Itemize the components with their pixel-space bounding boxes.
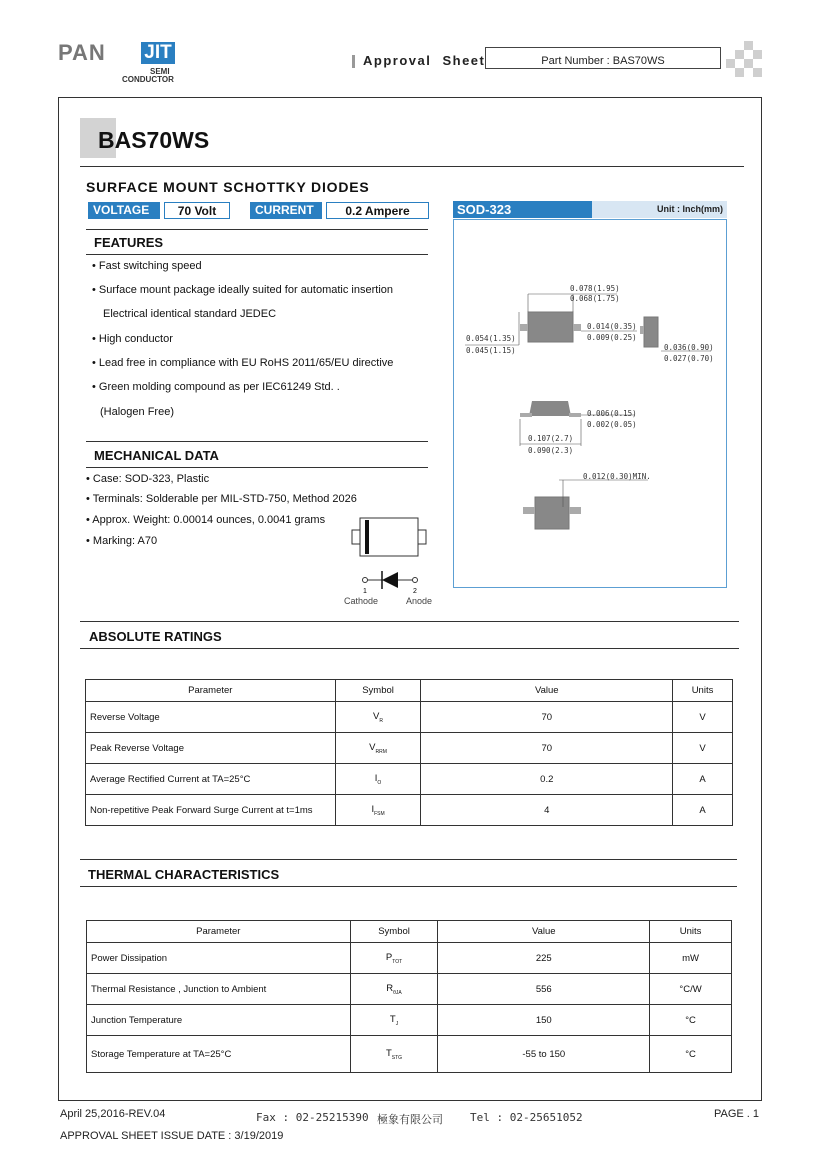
dim-label: 0.090(2.3) [528,446,574,455]
logo-conductor-text: CONDUCTOR [122,75,174,84]
anode-label: Anode [406,596,433,606]
symbol-subscript: O [377,779,382,786]
panjit-logo [58,40,188,86]
current-value: 0.2 Ampere [326,202,429,219]
mechanical-top-rule [86,441,428,442]
logo-pan-text: PAN [58,40,106,65]
thermal-top-rule [80,859,737,860]
column-header: Units [650,921,732,943]
symbol-subscript: R [379,717,384,724]
mechanical-item: • Case: SOD-323, Plastic [86,473,210,485]
dim-label: 0.054(1.35) [466,334,516,343]
table-cell: A [673,764,733,795]
symbol-subscript: θJA [393,989,402,996]
table-cell: 70 [421,702,673,733]
table-cell: 70 [421,733,673,764]
feature-item: • Lead free in compliance with EU RoHS 2011/65/EU directive [92,357,394,369]
table-cell: °C [650,1005,732,1036]
table-cell: 150 [438,1005,650,1036]
table-cell: Power Dissipation [87,943,351,974]
table-cell: A [673,795,733,826]
dim-label: 0.012(0.30)MIN. [583,472,651,481]
dim-label: 0.009(0.25) [587,333,637,342]
symbol-letter: P [385,951,393,963]
feature-item: • Fast switching speed [92,260,202,272]
symbol-letter: R [386,982,394,994]
diode-arrow-icon [382,572,398,588]
table-cell: Thermal Resistance , Junction to Ambient [87,974,351,1005]
front-view-lead-left [520,413,532,417]
column-header: Value [421,680,673,702]
thermal-heading: THERMAL CHARACTERISTICS [88,867,280,882]
table-cell: V [673,702,733,733]
pin1-terminal [363,578,368,583]
page-number: PAGE . 1 [714,1108,760,1120]
dim-label: 0.107(2.7) [528,434,574,443]
table-cell: -55 to 150 [438,1036,650,1073]
table-row [87,943,732,974]
absolute-bottom-rule [80,648,739,649]
dim-label: 0.068(1.75) [570,294,620,303]
package-unit: Unit : Inch(mm) [592,201,727,218]
diode-illustration [340,510,440,610]
dim-label: 0.078(1.95) [570,284,620,293]
feature-item: • High conductor [92,333,173,345]
table-cell [335,702,421,733]
front-view-body [529,401,571,416]
table-cell: Non-repetitive Peak Forward Surge Current at t=1ms [86,795,336,826]
mechanical-heading: MECHANICAL DATA [94,448,219,463]
package-lead-left [352,530,360,544]
table-cell: V [673,733,733,764]
symbol-letter: I [374,772,378,784]
product-subtitle: SURFACE MOUNT SCHOTTKY DIODES [86,179,370,195]
table-cell [335,764,421,795]
symbol-subscript: STG [391,1054,403,1061]
table-cell: Average Rectified Current at TA=25°C [86,764,336,795]
feature-item: • Green molding compound as per IEC61249 Std. . [92,381,340,393]
top-view-body [528,312,573,342]
feature-item: (Halogen Free) [100,406,174,418]
fax-number: Fax : 02-25215390 [256,1111,369,1124]
table-cell: °C [650,1036,732,1073]
cathode-label: Cathode [344,596,379,606]
top-view-lead-left [520,324,528,331]
logo-jit-text: JIT [141,42,175,64]
side-view-lead [640,326,644,334]
table-cell [335,733,421,764]
column-header: Parameter [87,921,351,943]
table-cell: Storage Temperature at TA=25°C [87,1036,351,1073]
symbol-letter: I [371,803,375,815]
table-cell [350,1005,438,1036]
table-cell [350,974,438,1005]
thermal-bottom-rule [80,886,737,887]
top-view-lead-right [573,324,581,331]
symbol-letter: T [389,1013,396,1025]
column-header: Symbol [350,921,438,943]
absolute-ratings-table [85,679,733,826]
symbol-subscript: J [395,1020,399,1027]
column-header: Value [438,921,650,943]
package-lead-right [418,530,426,544]
table-row [86,702,733,733]
features-top-rule [86,229,428,230]
table-cell: 0.2 [421,764,673,795]
absolute-heading: ABSOLUTE RATINGS [89,629,222,644]
pin2-terminal [413,578,418,583]
feature-item: • Surface mount package ideally suited for automatic insertion [92,284,394,296]
table-row [87,1036,732,1073]
table-cell [335,795,421,826]
title-divider [80,166,744,167]
table-cell: Peak Reverse Voltage [86,733,336,764]
package-dimension-drawing [453,219,727,588]
symbol-letter: V [373,710,380,722]
table-cell [350,1036,438,1073]
company-name: 極象有限公司 [377,1113,443,1126]
table-cell: Junction Temperature [87,1005,351,1036]
table-cell: 556 [438,974,650,1005]
column-header: Units [673,680,733,702]
table-row [86,795,733,826]
table-cell [350,943,438,974]
approval-sheet-label: Approval Sheet [363,53,486,68]
features-heading: FEATURES [94,235,164,250]
dim-label: 0.045(1.15) [466,346,516,355]
logo-semi-text: SEMI [150,67,170,76]
approval-marker [352,55,355,68]
column-header: Symbol [335,680,421,702]
cathode-band [365,520,369,554]
table-cell: °C/W [650,974,732,1005]
issue-date: APPROVAL SHEET ISSUE DATE : 3/19/2019 [60,1130,284,1142]
dim-label: 0.014(0.35) [587,322,637,331]
feature-item: Electrical identical standard JEDEC [103,308,277,320]
mechanical-item: • Approx. Weight: 0.00014 ounces, 0.0041 grams [86,514,326,526]
footprint-body [535,497,569,529]
voltage-value: 70 Volt [164,202,230,219]
thermal-table [86,920,732,1073]
front-view-lead-right [569,413,581,417]
table-cell: mW [650,943,732,974]
column-header: Parameter [86,680,336,702]
absolute-top-rule [80,621,739,622]
symbol-subscript: TOT [392,958,403,965]
table-row [87,974,732,1005]
symbol-subscript: FSM [374,810,385,817]
current-label: CURRENT [250,202,322,219]
table-cell: 4 [421,795,673,826]
dim-label: 0.006(0.15) [587,409,637,418]
checker-pattern [726,41,762,77]
footprint-lead-left [523,507,535,514]
table-cell: Reverse Voltage [86,702,336,733]
package-header [453,201,727,218]
revision-date: April 25,2016-REV.04 [60,1108,166,1120]
footprint-lead-right [569,507,581,514]
table-cell: 225 [438,943,650,974]
symbol-letter: T [385,1047,392,1059]
package-name: SOD-323 [453,201,592,218]
tel-number: Tel : 02-25651052 [470,1111,583,1124]
mechanical-item: • Terminals: Solderable per MIL-STD-750, Method 2026 [86,493,357,505]
table-row [86,733,733,764]
pin1-label: 1 [363,588,367,595]
features-bottom-rule [86,254,428,255]
dim-label: 0.027(0.70) [664,354,714,363]
symbol-subscript: RRM [375,748,387,755]
pin2-label: 2 [413,588,417,595]
table-row [86,764,733,795]
mechanical-bottom-rule [86,467,428,468]
dim-label: 0.002(0.05) [587,420,637,429]
mechanical-item: • Marking: A70 [86,535,158,547]
voltage-label: VOLTAGE [88,202,160,219]
part-number-box: Part Number : BAS70WS [485,47,721,69]
symbol-letter: V [369,741,376,753]
table-row [87,1005,732,1036]
dim-label: 0.036(0.90) [664,343,714,352]
page-title: BAS70WS [98,127,210,153]
side-view-body [644,317,658,347]
